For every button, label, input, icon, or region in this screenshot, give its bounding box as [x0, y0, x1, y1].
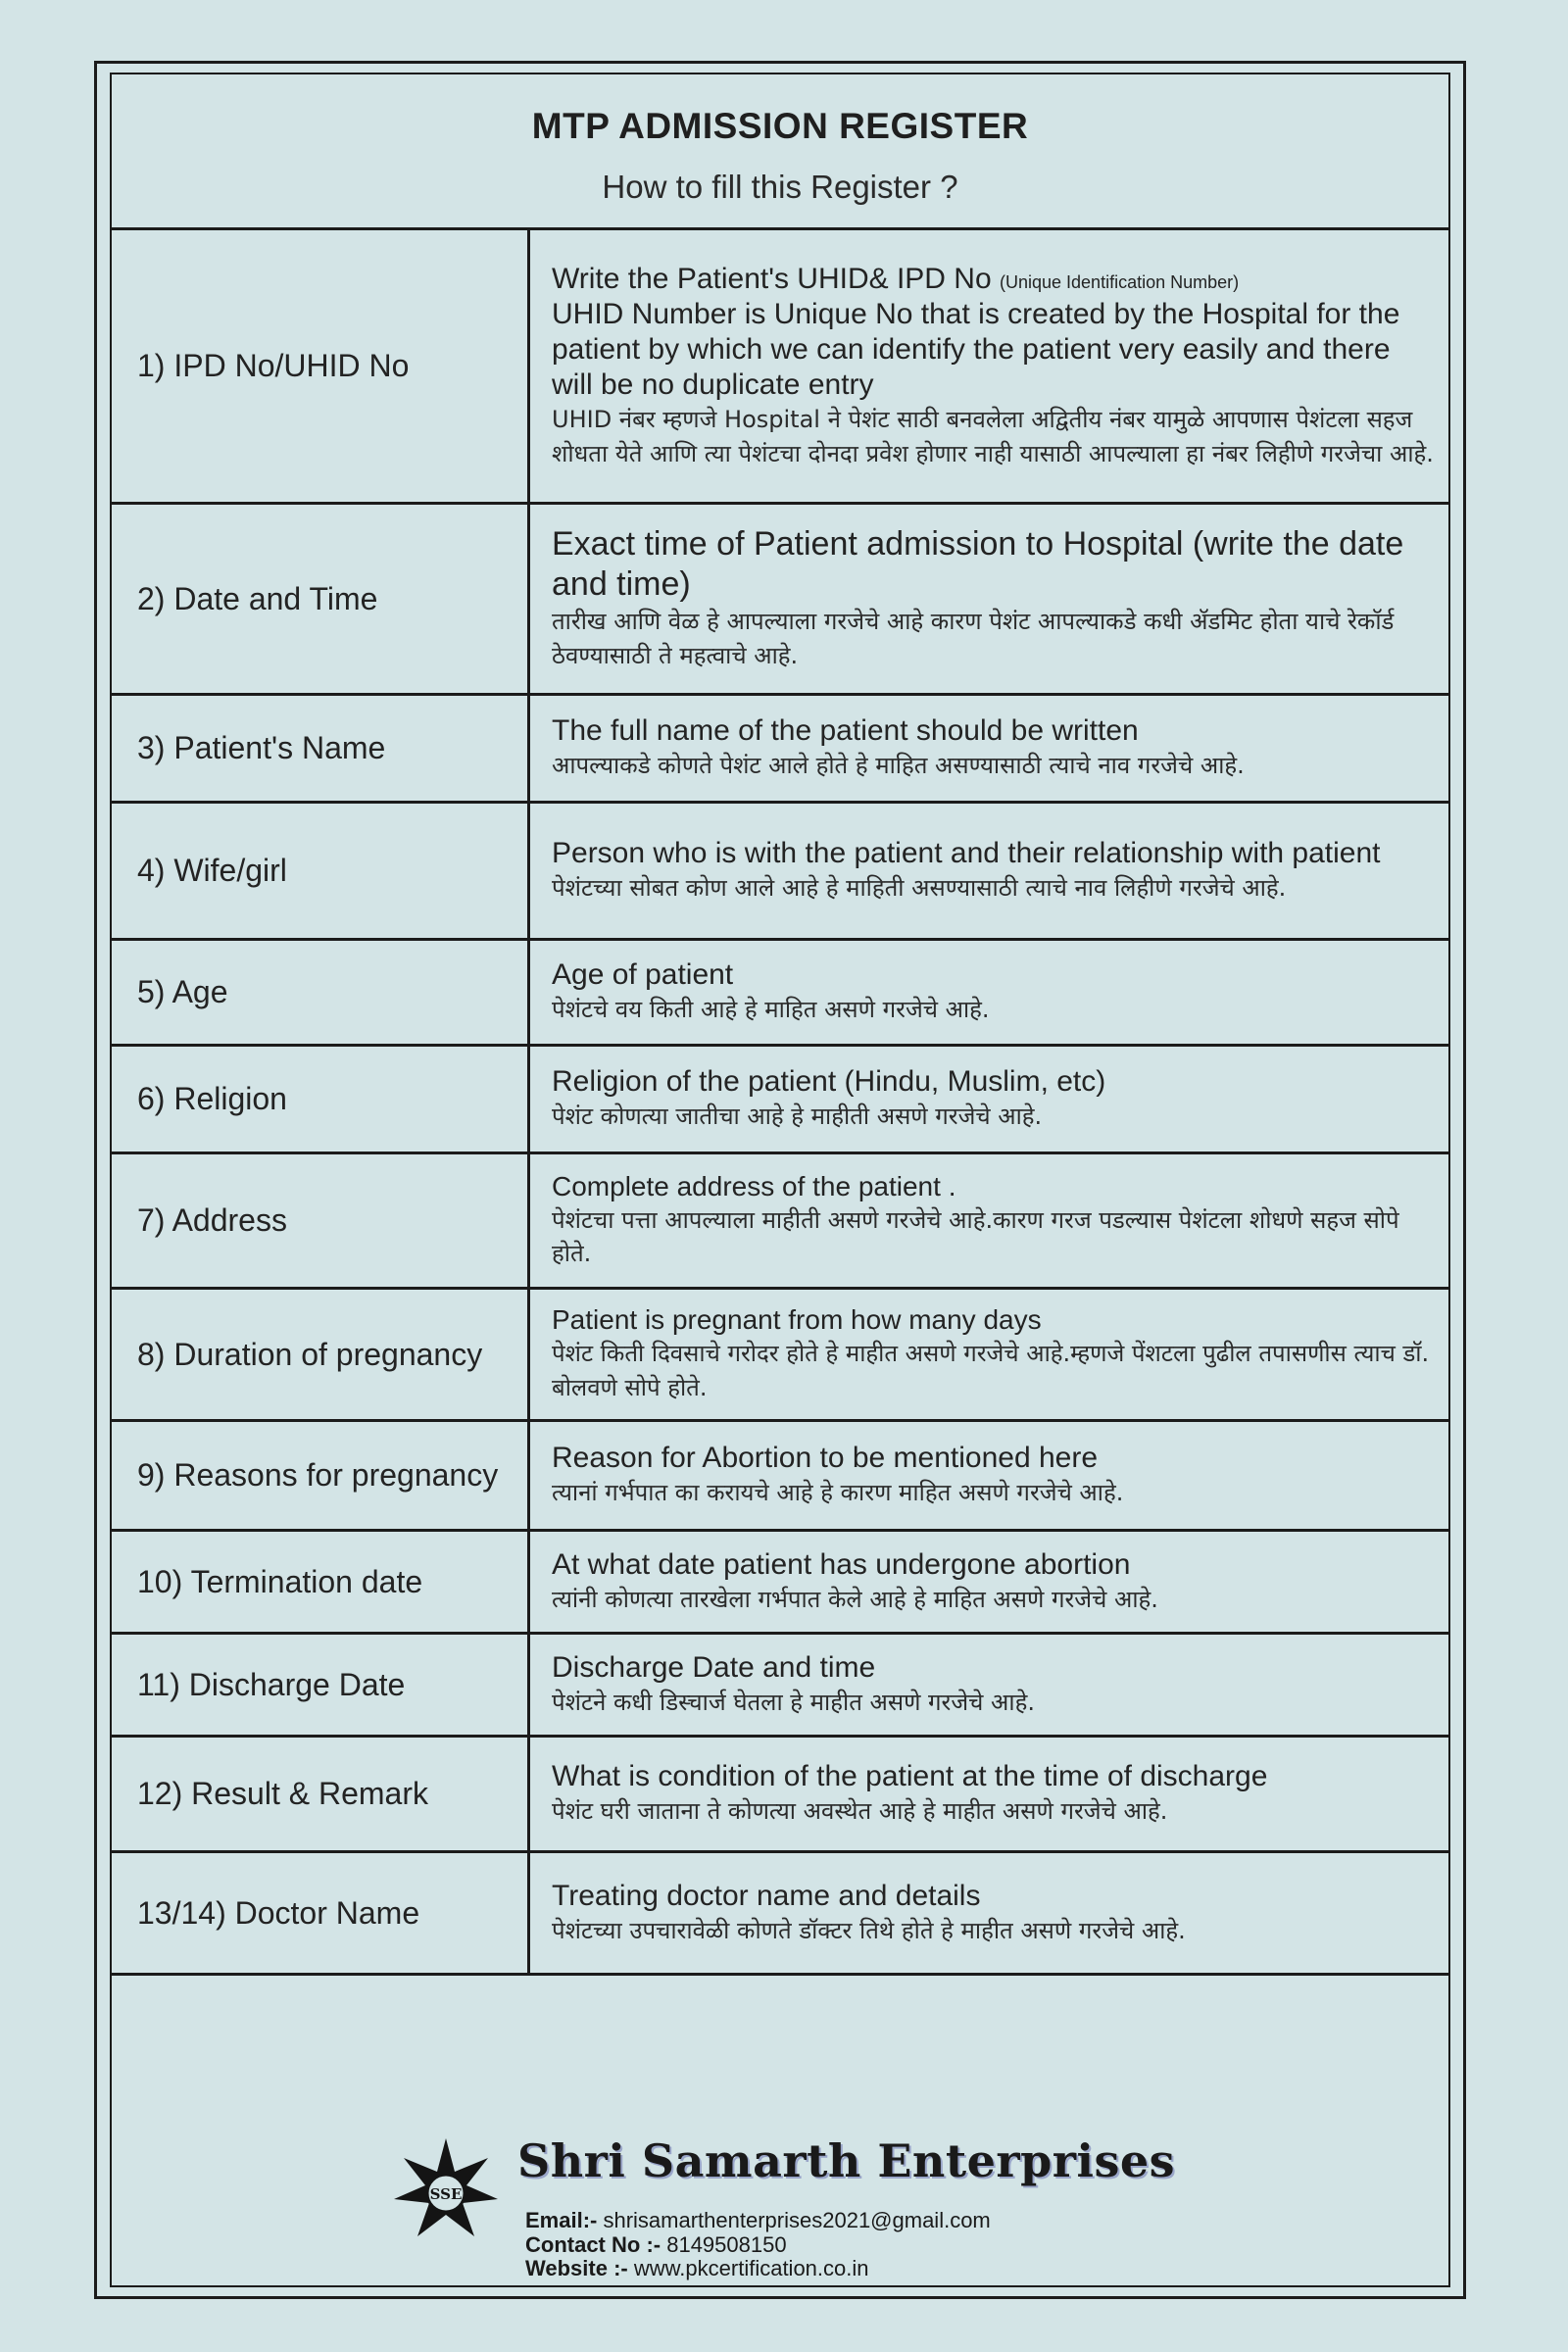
field-label: 12) Result & Remark [110, 1737, 529, 1852]
description-marathi: पेशंटने कधी डिस्चार्ज घेतला हे माहीत असणे गरजेचे आहे. [552, 1688, 1035, 1716]
page-subtitle: How to fill this Register ? [602, 169, 958, 205]
description-marathi: पेशंट किती दिवसाचे गरोदर होते हे माहीत असणे गरजेचे आहे.म्हणजे पेंशटला पुढील तपासणीस त्याच डॉ. बोलवणे सोपे होते. [552, 1340, 1430, 1401]
field-label: 8) Duration of pregnancy [110, 1289, 529, 1421]
field-label: 9) Reasons for pregnancy [110, 1421, 529, 1531]
field-label: 11) Discharge Date [110, 1634, 529, 1737]
email-label: Email:- [525, 2208, 598, 2232]
description-marathi: त्यानां गर्भपात का करायचे आहे हे कारण माहित असणे गरजेचे आहे. [552, 1479, 1124, 1507]
contact-line [525, 2233, 991, 2258]
table-row [110, 229, 1450, 504]
field-description [529, 1852, 1451, 1975]
company-footer [392, 2134, 1274, 2281]
table-row [110, 1153, 1450, 1289]
email-line [525, 2209, 991, 2233]
field-label: 7) Address [110, 1153, 529, 1289]
field-description [529, 1634, 1451, 1737]
description-english: Exact time of Patient admission to Hospital (write the date and time) [552, 525, 1404, 604]
description-english: Write the Patient's UHID& IPD No [552, 262, 992, 295]
field-label: 3) Patient's Name [110, 695, 529, 803]
table-row [110, 1421, 1450, 1531]
description-marathi: पेशंटचे वय किती आहे हे माहित असणे गरजेचे आहे. [552, 996, 990, 1024]
contact-value: 8149508150 [666, 2231, 787, 2257]
table-row [110, 1737, 1450, 1852]
field-label: 13/14) Doctor Name [110, 1852, 529, 1975]
instructions-table [110, 227, 1450, 1976]
description-marathi: तारीख आणि वेळ हे आपल्याला गरजेचे आहे कारण पेशंट आपल्याकडे कधी ॲडमिट होता याचे रेकॉर्ड ठेवण्यासाठी ते महत्वाचे आहे. [552, 608, 1395, 669]
logo-monogram: SSE [429, 2185, 463, 2203]
field-description [529, 803, 1451, 940]
description-english-note: (Unique Identification Number) [1000, 271, 1240, 292]
field-description [529, 1153, 1451, 1289]
description-english: Reason for Abortion to be mentioned here [552, 1442, 1099, 1475]
field-description [529, 229, 1451, 504]
description-marathi: त्यांनी कोणत्या तारखेला गर्भपात केले आहे हे माहित असणे गरजेचे आहे. [552, 1585, 1158, 1613]
description-marathi: आपल्याकडे कोणते पेशंट आले होते हे माहित असण्यासाठी त्याचे नाव गरजेचे आहे. [552, 752, 1245, 780]
website-label: Website :- [525, 2256, 628, 2281]
table-row [110, 695, 1450, 803]
email-value: shrisamarthenterprises2021@gmail.com [603, 2208, 991, 2232]
description-marathi: पेशंट कोणत्या जातीचा आहे हे माहीती असणे गरजेचे आहे. [552, 1102, 1043, 1131]
field-label: 10) Termination date [110, 1531, 529, 1634]
field-label: 4) Wife/girl [110, 803, 529, 940]
description-english: Patient is pregnant from how many days [552, 1304, 1042, 1336]
website-value: www.pkcertification.co.in [633, 2256, 869, 2281]
table-row [110, 940, 1450, 1046]
description-english: At what date patient has undergone abortion [552, 1547, 1131, 1581]
table-row [110, 1634, 1450, 1737]
field-label: 6) Religion [110, 1046, 529, 1153]
description-english: What is condition of the patient at the time of discharge [552, 1760, 1268, 1793]
website-line [525, 2257, 991, 2281]
field-description [529, 504, 1451, 695]
field-label: 1) IPD No/UHID No [110, 229, 529, 504]
contact-label: Contact No :- [525, 2231, 662, 2257]
description-marathi: UHID नंबर म्हणजे Hospital ने पेशंट साठी बनवलेला अद्वितीय नंबर यामुळे आपणास पेशंटला सहज शोधता येते आणि त्या पेशंटचा दोनदा प्रवेश होणार नाही यासाठी आपल्याला हा नंबर लिहीणे गरजेचा आहे. [552, 405, 1434, 467]
field-description [529, 1531, 1451, 1634]
company-name: Shri Samarth Enterprises [517, 2134, 1176, 2187]
table-row [110, 1289, 1450, 1421]
description-english: Religion of the patient (Hindu, Muslim, etc) [552, 1065, 1106, 1099]
field-description [529, 1421, 1451, 1531]
field-description [529, 695, 1451, 803]
page-title: MTP ADMISSION REGISTER [531, 106, 1029, 146]
description-english: Person who is with the patient and their relationship with patient [552, 837, 1381, 870]
description-english: Age of patient [552, 958, 734, 992]
table-row [110, 1531, 1450, 1634]
description-marathi: पेशंटच्या उपचारावेळी कोणते डॉक्टर तिथे होते हे माहीत असणे गरजेचे आहे. [552, 1916, 1186, 1944]
description-english: Discharge Date and time [552, 1650, 876, 1684]
company-contact-block [525, 2209, 991, 2281]
description-marathi: पेशंटचा पत्ता आपल्याला माहीती असणे गरजेचे आहे.कारण गरज पडल्यास पेशंटला शोधणे सहज सोपे होते. [552, 1205, 1399, 1268]
field-description [529, 940, 1451, 1046]
field-description [529, 1289, 1451, 1421]
star-emblem-icon [392, 2136, 500, 2244]
description-marathi: पेशंटच्या सोबत कोण आले आहे हे माहिती असण्यासाठी त्याचे नाव लिहीणे गरजेचे आहे. [552, 874, 1287, 903]
field-description [529, 1046, 1451, 1153]
description-english-detail: UHID Number is Unique No that is created by the Hospital for the patient by which we can identify the patient very easily and there will be no duplicate entry [552, 297, 1400, 401]
field-label: 5) Age [110, 940, 529, 1046]
table-row [110, 1852, 1450, 1975]
description-english: The full name of the patient should be written [552, 714, 1139, 748]
table-row [110, 803, 1450, 940]
description-marathi: पेशंट घरी जाताना ते कोणत्या अवस्थेत आहे हे माहीत असणे गरजेचे आहे. [552, 1797, 1168, 1826]
table-row [110, 504, 1450, 695]
table-row [110, 1046, 1450, 1153]
field-description [529, 1737, 1451, 1852]
field-label: 2) Date and Time [110, 504, 529, 695]
description-english: Treating doctor name and details [552, 1879, 981, 1912]
description-english: Complete address of the patient . [552, 1170, 956, 1201]
